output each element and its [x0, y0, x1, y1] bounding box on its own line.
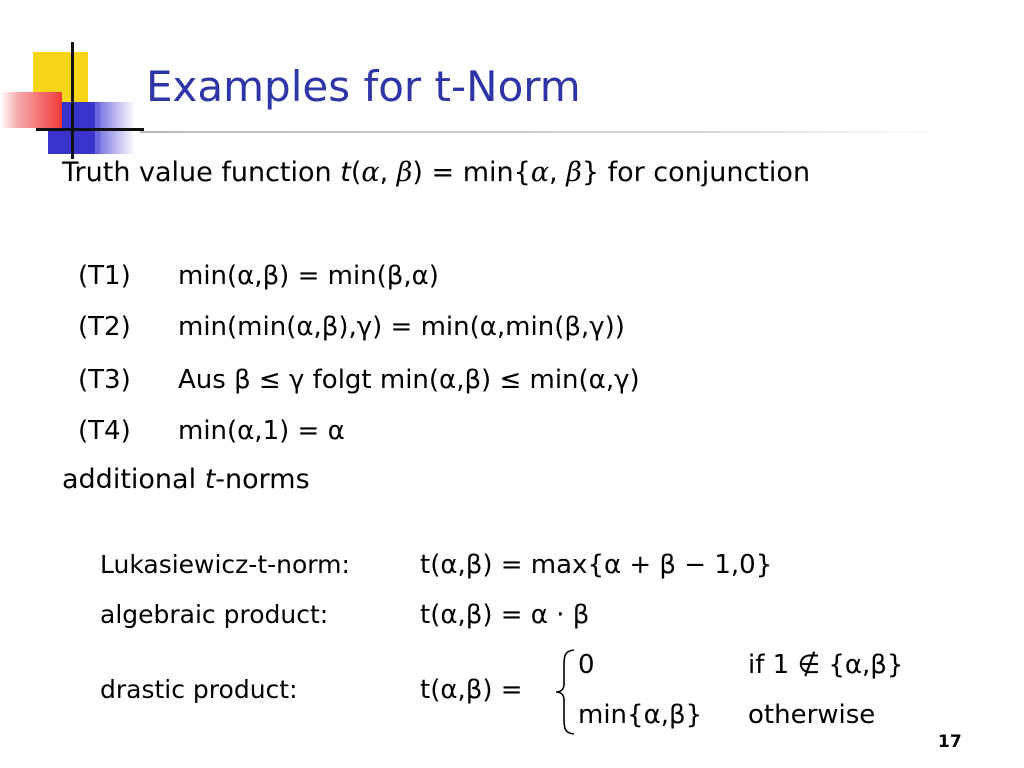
- intro-alpha-2: α: [530, 157, 550, 188]
- decor-horizontal-line: [36, 128, 144, 131]
- intro-alpha: α: [361, 157, 380, 188]
- drastic-case-2-value: min{α,β}: [578, 700, 703, 730]
- additional-t: t: [204, 464, 216, 495]
- page-number: 17: [938, 732, 962, 752]
- intro-beta: β: [396, 157, 413, 188]
- axiom-t4-expression: min(α,1) = α: [178, 416, 345, 446]
- intro-beta-2: β: [566, 157, 582, 188]
- norm-lukasiewicz-formula: t(α,β) = max{α + β − 1,0}: [420, 550, 773, 580]
- title-underline: [140, 131, 945, 133]
- drastic-case-1-condition: if 1 ∉ {α,β}: [748, 650, 904, 680]
- intro-prefix: Truth value function: [62, 157, 341, 188]
- drastic-case-2-condition: otherwise: [748, 700, 876, 730]
- additional-suffix: -norms: [215, 464, 310, 495]
- additional-line: [62, 463, 310, 497]
- intro-comma-2: ,: [549, 157, 567, 188]
- norm-lukasiewicz-name: Lukasiewicz-t-norm:: [100, 550, 350, 579]
- decor-red-bar: [0, 92, 62, 128]
- intro-close: ) = min{: [412, 157, 531, 188]
- axiom-t4-label: (T4): [78, 416, 131, 446]
- decor-vertical-line: [71, 42, 74, 159]
- additional-prefix: additional: [62, 464, 205, 495]
- intro-comma: ,: [379, 157, 397, 188]
- intro-t: t: [340, 157, 351, 188]
- norm-algebraic-name: algebraic product:: [100, 600, 329, 629]
- axiom-t3-expression: Aus β ≤ γ folgt min(α,β) ≤ min(α,γ): [178, 365, 640, 395]
- left-brace: [554, 648, 576, 736]
- slide-title: Examples for t-Norm: [146, 62, 581, 111]
- axiom-t1-label: (T1): [78, 261, 131, 291]
- axiom-t2-label: (T2): [78, 312, 131, 342]
- axiom-t3-label: (T3): [78, 365, 131, 395]
- norm-algebraic-formula: t(α,β) = α · β: [420, 600, 590, 630]
- intro-open: (: [350, 157, 362, 188]
- intro-line: [62, 156, 810, 190]
- axiom-t2-expression: min(min(α,β),γ) = min(α,min(β,γ)): [178, 312, 625, 342]
- axiom-t1-expression: min(α,β) = min(β,α): [178, 261, 439, 291]
- norm-drastic-name: drastic product:: [100, 675, 298, 704]
- norm-drastic-formula: t(α,β) =: [420, 675, 523, 705]
- drastic-case-1-value: 0: [578, 650, 595, 680]
- intro-suffix: } for conjunction: [581, 157, 811, 188]
